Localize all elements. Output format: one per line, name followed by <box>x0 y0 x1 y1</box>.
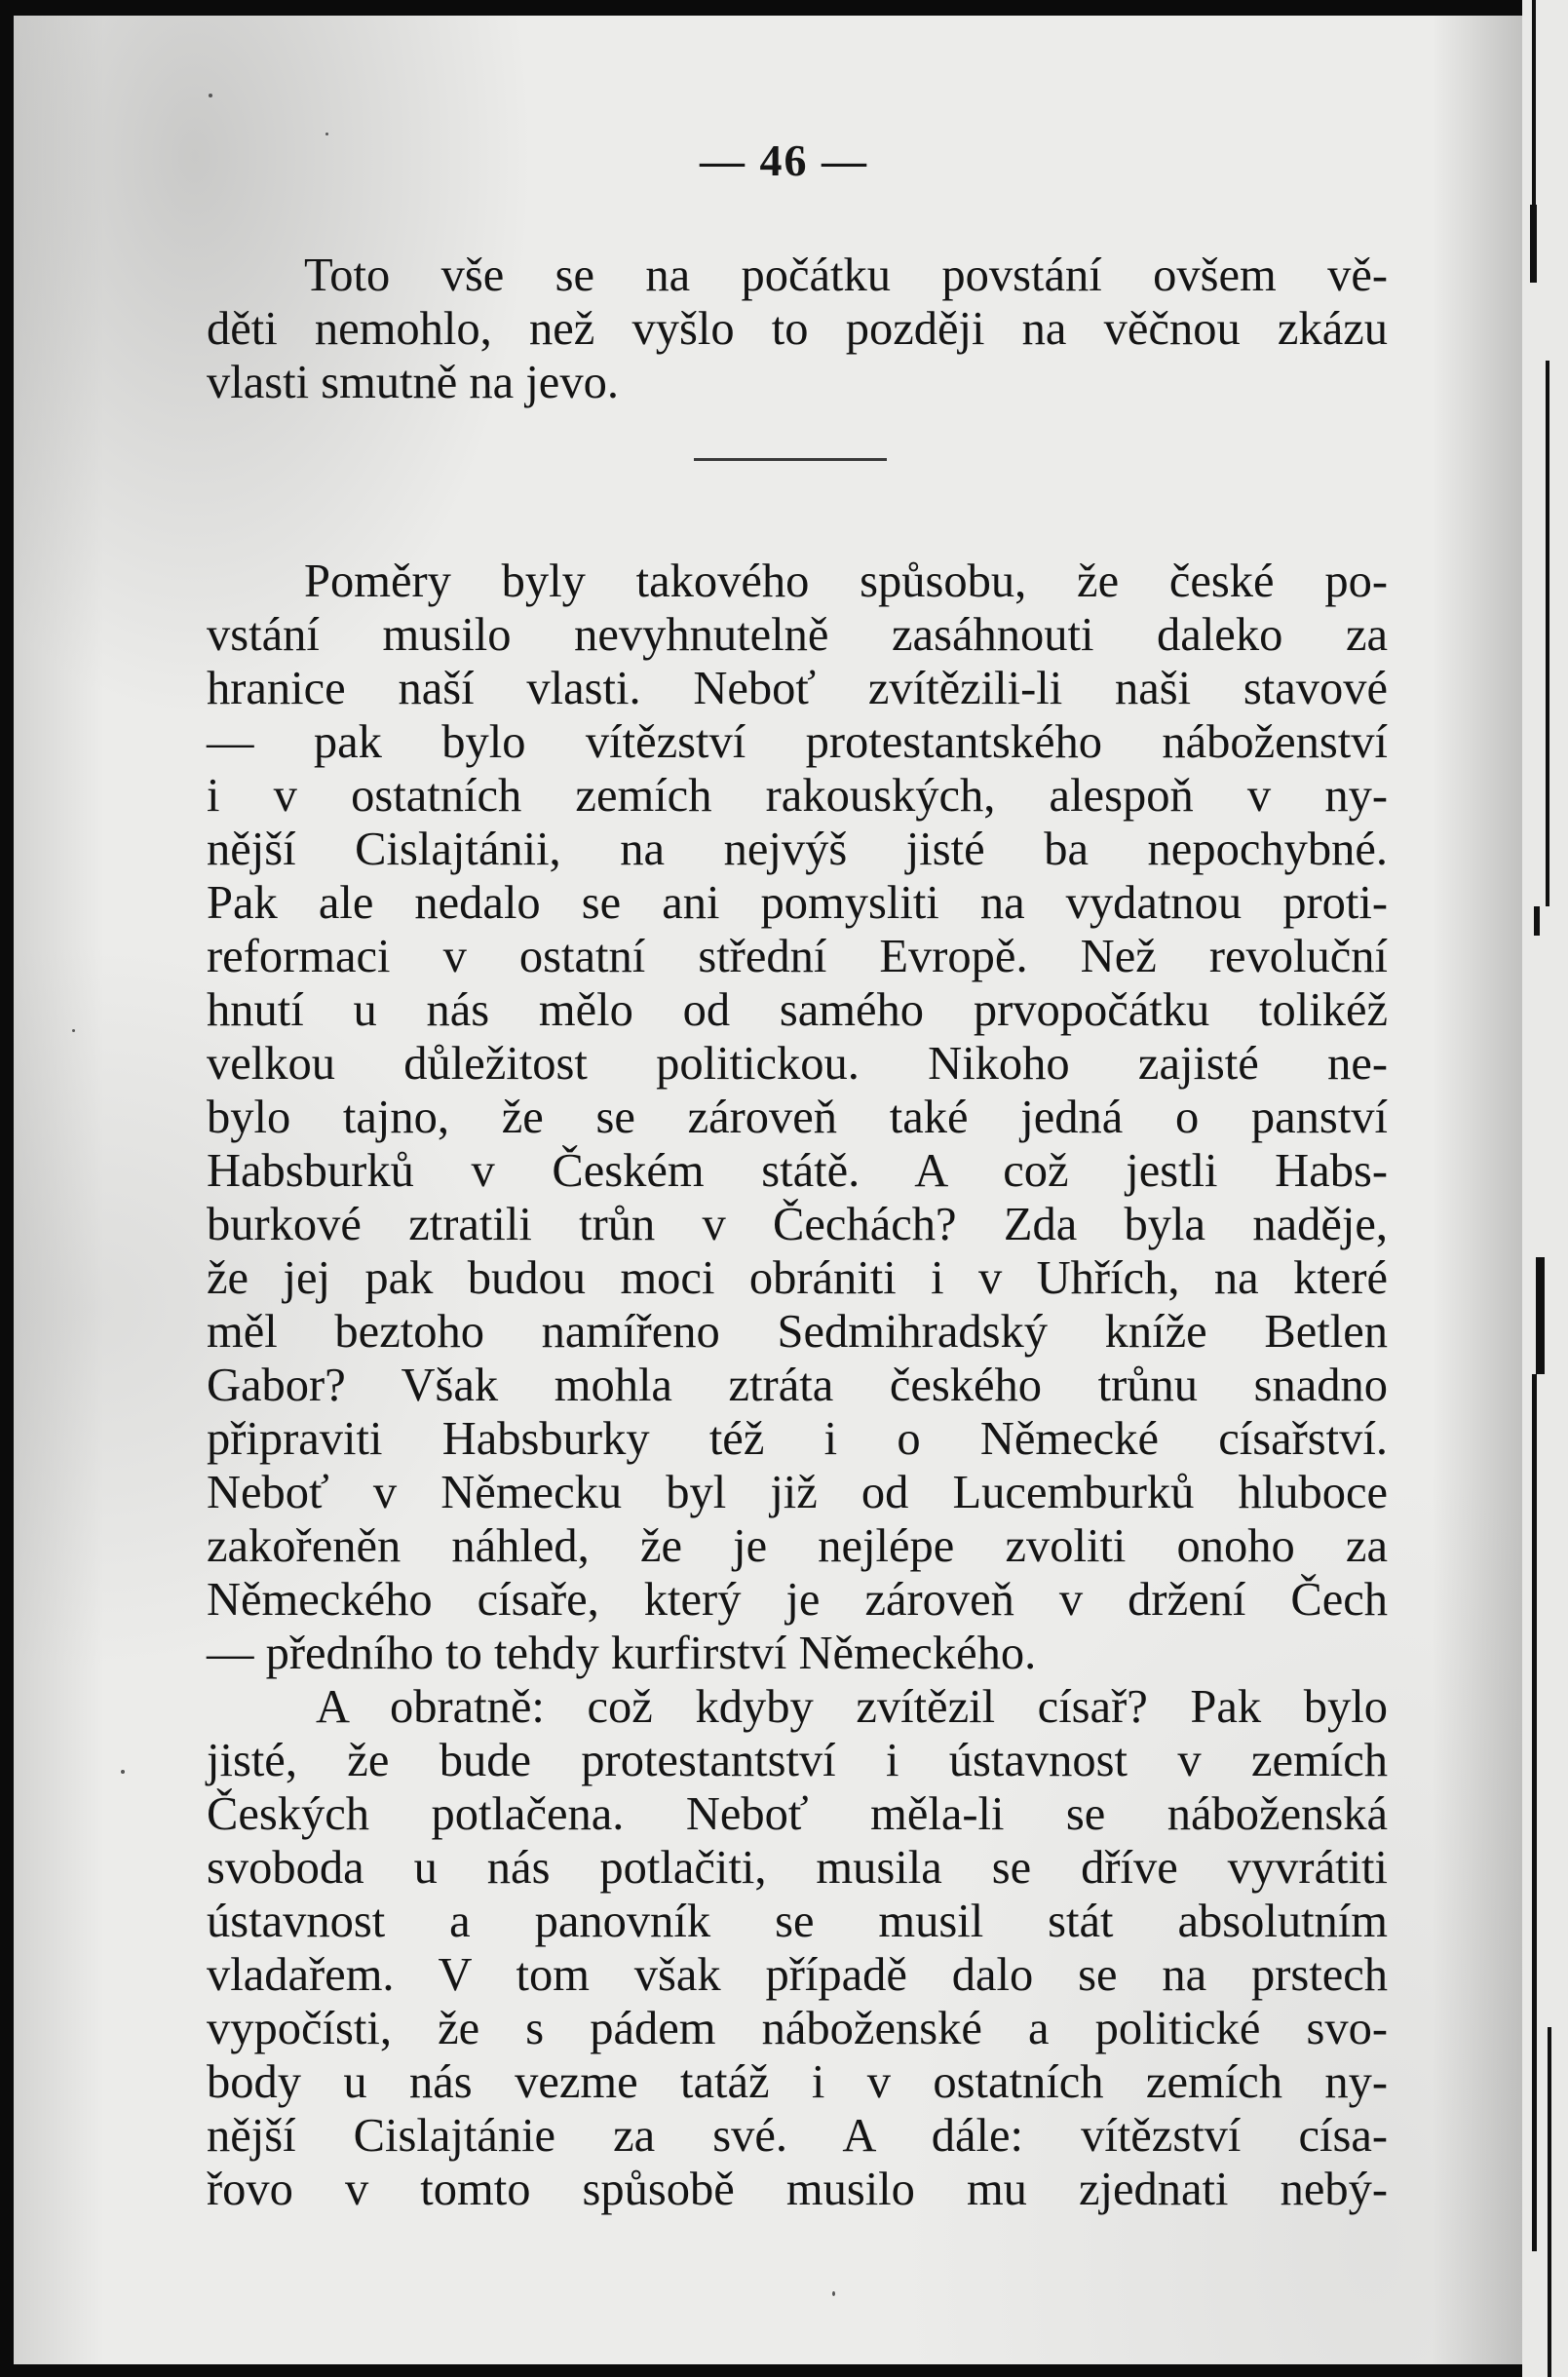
text-line: že jej pak budou moci obrániti i v Uhřích, na které <box>207 1252 1388 1304</box>
text-line: burkové ztratili trůn v Čechách? Zda byla naděje, <box>207 1199 1388 1250</box>
text-line: vstání musilo nevyhnutelně zasáhnouti daleko za <box>207 609 1388 661</box>
text-line: — předního to tehdy kurfirství Německého. <box>207 1628 1037 1679</box>
text-line: děti nemohlo, než vyšlo to později na věčnou zkázu <box>207 303 1388 355</box>
text-line: A obratně: což kdyby zvítězil císař? Pak bylo <box>316 1681 1388 1733</box>
dust-speck <box>121 1770 125 1774</box>
text-line: zakořeněn náhled, že je nejlépe zvoliti onoho za <box>207 1520 1388 1572</box>
text-line: nější Cislajtánii, na nejvýš jisté ba nepochybné. <box>207 824 1388 875</box>
text-line: — pak bylo vítězství protestantského náboženství <box>207 716 1388 768</box>
text-line: Gabor? Však mohla ztráta českého trůnu snadno <box>207 1360 1388 1411</box>
edge-shadow <box>1536 1257 1545 1374</box>
text-line: Českých potlačena. Neboť měla-li se náboženská <box>207 1788 1388 1840</box>
text-line: svoboda u nás potlačiti, musila se dříve vyvrátiti <box>207 1842 1388 1894</box>
body-text <box>207 249 1388 2216</box>
text-line: hranice naší vlasti. Neboť zvítězili-li naši stavové <box>207 663 1388 714</box>
text-line: velkou důležitost politickou. Nikoho zajisté ne- <box>207 1038 1388 1090</box>
text-line: Pak ale nedalo se ani pomysliti na vydatnou proti- <box>207 877 1388 929</box>
text-line: připraviti Habsburky též i o Německé císařství. <box>207 1413 1388 1465</box>
dust-speck <box>832 2291 835 2296</box>
text-line: i v ostatních zemích rakouských, alespoň v ny- <box>207 770 1388 822</box>
text-line: řovo v tomto spůsobě musilo mu zjednati nebý- <box>207 2164 1388 2215</box>
text-line: vlasti smutně na jevo. <box>207 357 619 408</box>
text-line: hnutí u nás mělo od samého prvopočátku tolikéž <box>207 984 1388 1036</box>
edge-shadow <box>1546 361 1549 906</box>
text-line: vladařem. V tom však případě dalo se na prstech <box>207 1949 1388 2001</box>
edge-shadow <box>1534 906 1540 936</box>
text-line: body u nás vezme tatáž i v ostatních zemích ny- <box>207 2056 1388 2108</box>
right-page-edge <box>1522 0 1568 2377</box>
text-line: ústavnost a panovník se musil stát absolutním <box>207 1896 1388 1947</box>
text-line: Habsburků v Českém státě. A což jestli Habs- <box>207 1145 1388 1197</box>
page-number-header: — 46 — <box>700 135 868 185</box>
text-line: Neboť v Německu byl již od Lucemburků hluboce <box>207 1467 1388 1518</box>
edge-shadow <box>1530 205 1537 283</box>
paragraph-gap <box>207 409 1388 555</box>
text-line: nější Cislajtánie za své. A dále: vítězství císa- <box>207 2110 1388 2162</box>
text-line: jisté, že bude protestantství i ústavnost v zemích <box>207 1735 1388 1786</box>
text-line: Německého císaře, který je zároveň v držení Čech <box>207 1574 1388 1626</box>
text-line: reformaci v ostatní střední Evropě. Než revoluční <box>207 931 1388 982</box>
dust-speck <box>209 94 212 97</box>
edge-shadow <box>1532 1374 1537 2251</box>
text-line: měl beztoho namířeno Sedmihradský kníže Betlen <box>207 1306 1388 1358</box>
dust-speck <box>72 1029 75 1032</box>
edge-shadow <box>1548 2027 1551 2377</box>
text-line: Toto vše se na počátku povstání ovšem vě- <box>304 249 1388 301</box>
text-line: vypočísti, že s pádem náboženské a politické svo- <box>207 2003 1388 2054</box>
text-line: Poměry byly takového spůsobu, že české po- <box>304 556 1388 607</box>
text-line: bylo tajno, že se zároveň také jedná o panství <box>207 1092 1388 1143</box>
